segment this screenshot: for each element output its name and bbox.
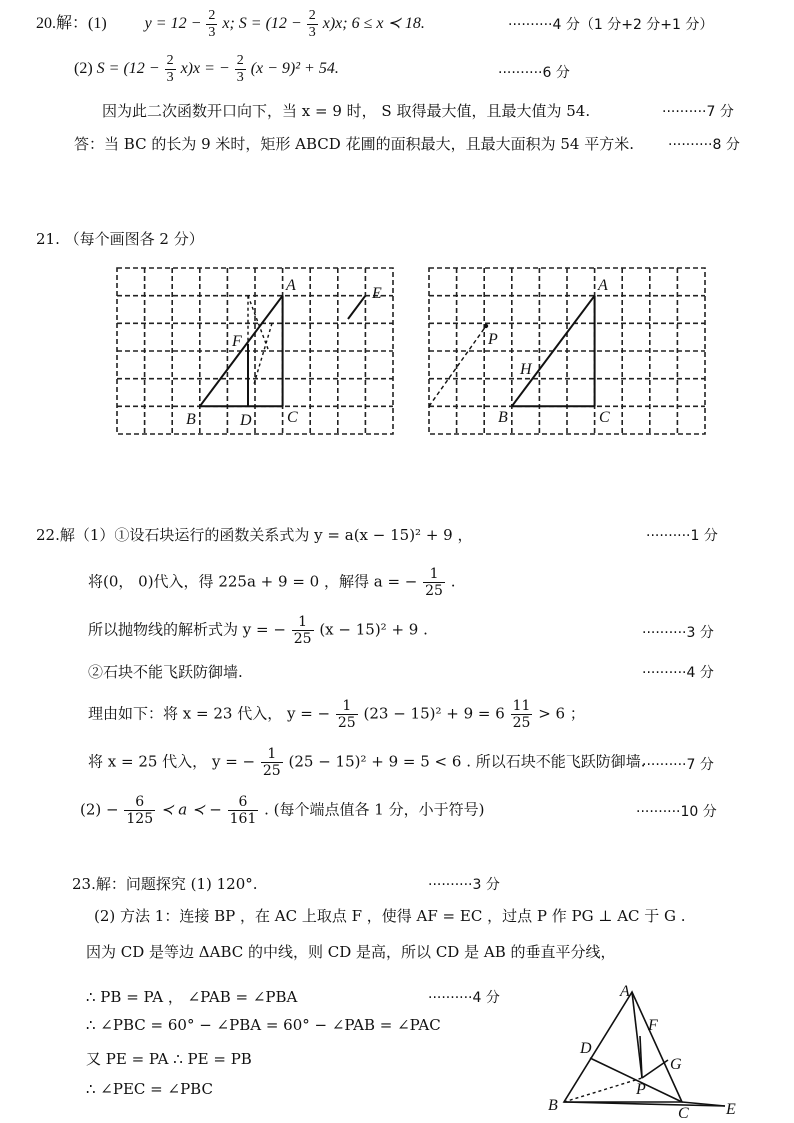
q21-title: 21. （每个画图各 2 分） [36,230,204,248]
label-f: F [232,333,242,350]
label-a: A [620,983,630,1000]
q20-label: 20.解：(1) [36,15,107,33]
label-b: B [548,1097,558,1114]
label-d: D [580,1040,592,1057]
q20-answer: 答：当 BC 的长为 9 米时，矩形 ABCD 花圃的面积最大，且最大面积为 54 平方米. [74,135,634,153]
q20-formula-s: x; S = (12 − [222,15,302,33]
q20-line2 [74,53,339,86]
q21-figure-2 [422,264,712,440]
q22-line3 [88,614,428,647]
q23-line1-score: ··········3 分 [428,877,500,893]
q22-line7-text: (2) − [80,800,119,819]
label-a: A [598,277,608,294]
fraction-1-25: $\frac{1}{25}$ [262,746,281,779]
q22-line6-end: (25 − 15)² + 9 = 5 < 6 . 所以石块不能飞跃防御墙. [288,752,646,771]
q20-line2-score: ··········6 分 [498,65,570,81]
q20-formula-s2: S = (12 − [96,60,160,78]
q23-line6: 又 PE = PA ∴ PE = PB [86,1050,252,1068]
q23-line3: 因为 CD 是等边 ΔABC 的中线，则 CD 是高，所以 CD 是 AB 的垂直平分线， [86,943,616,961]
label-b: B [186,411,196,428]
q22-line5-end: > 6 ； [538,704,585,723]
dashed-parallel-line [429,326,486,406]
q23-line2: (2) 方法 1：连接 BP ，在 AC 上取点 F ，使得 AF = EC ，过点 P 作 PG ⊥ AC 于 G . [94,907,686,925]
q22-line1-score: ··········1 分 [646,528,718,544]
q20-line4-score: ··········8 分 [668,137,740,153]
grid-lines [429,268,705,434]
q23-line7: ∴ ∠PEC = ∠PBC [86,1080,213,1098]
construction-lines [248,296,272,384]
label-d: D [240,412,252,429]
fraction-2-3: $\frac{2}{3}$ [208,8,216,40]
q23-line4-score: ··········4 分 [428,990,500,1006]
q22-line6-text: 将 x = 25 代入， y = − [88,752,256,771]
grid-lines [117,268,393,434]
label-g: G [670,1056,682,1073]
q22-line2-end: . [450,572,456,591]
q23-line1: 23.解：问题探究 (1) 120°. [72,875,258,893]
q22-line7-end: . (每个端点值各 1 分，小于符号) [264,800,485,819]
label-h: H [520,361,532,378]
q22-line3-text: 所以抛物线的解析式为 y = − [88,620,286,639]
q22-line2 [88,566,456,599]
label-a: A [286,277,296,294]
q20-line3: 因为此二次函数开口向下，当 x = 9 时， S 取得最大值，且最大值为 54. [102,102,591,120]
label-b: B [498,409,508,426]
q22-line5-text: 理由如下：将 x = 23 代入， y = − [88,704,331,723]
q22-line3-end: (x − 15)² + 9 . [319,620,428,639]
label-f: F [648,1017,658,1034]
fraction-1-25: $\frac{1}{25}$ [337,698,356,731]
fraction-6-161: $\frac{6}{161}$ [229,794,257,827]
q20-line1 [36,8,425,41]
q22-line4: ②石块不能飞跃防御墙. [88,663,243,681]
q22-line7-mid: ≺ a ≺ − [160,800,222,819]
fraction-1-25: $\frac{1}{25}$ [425,566,443,599]
q22-line7-score: ··········10 分 [636,804,717,820]
label-p: P [636,1081,646,1098]
q20-formula-s2b: x)x = − [180,60,230,78]
fraction-2-3: $\frac{2}{3}$ [236,53,244,85]
fraction-6-125: $\frac{6}{125}$ [126,794,154,827]
q20-formula-domain: x)x; 6 ≤ x ≺ 18. [322,15,425,33]
q20-line3-score: ··········7 分 [662,104,734,120]
q22-line4-score: ··········4 分 [642,665,714,681]
q22-line5 [88,698,585,731]
q23-line5: ∴ ∠PBC = 60° − ∠PBA = 60° − ∠PAB = ∠PAC [86,1016,441,1034]
q22-line6 [88,746,646,779]
q20-part2-label: (2) [74,60,93,78]
q22-line7 [80,794,484,827]
q22-line5-mid: (23 − 15)² + 9 = 6 [363,704,505,723]
fraction-11-25: $\frac{11}{25}$ [512,698,531,731]
q20-formula-s2c: (x − 9)² + 54. [250,60,339,78]
label-e: E [372,285,382,302]
fraction-1-25: $\frac{1}{25}$ [293,614,312,647]
q22-line3-score: ··········3 分 [642,625,714,641]
fraction-2-3: $\frac{2}{3}$ [308,8,316,40]
q22-line1: 22.解（1）①设石块运行的函数关系式为 y = a(x − 15)² + 9 ， [36,526,473,544]
q22-line2-text: 将(0， 0)代入，得 225a + 9 = 0 ，解得 a = − [88,572,418,591]
q21-figure-1 [110,264,400,440]
q20-line1-score: ··········4 分（1 分+2 分+1 分） [508,17,714,33]
q23-line4: ∴ PB = PA ， ∠PAB = ∠PBA [86,988,298,1006]
q20-formula-y: y = 12 − [144,15,202,33]
fraction-2-3: $\frac{2}{3}$ [166,53,174,85]
q23-figure [540,980,760,1120]
label-c: C [678,1105,689,1120]
label-c: C [287,409,298,426]
label-e: E [726,1101,736,1118]
q22-line6-score: ··········7 分 [642,757,714,773]
point-p [484,324,488,328]
label-p: P [488,331,498,348]
label-c: C [599,409,610,426]
